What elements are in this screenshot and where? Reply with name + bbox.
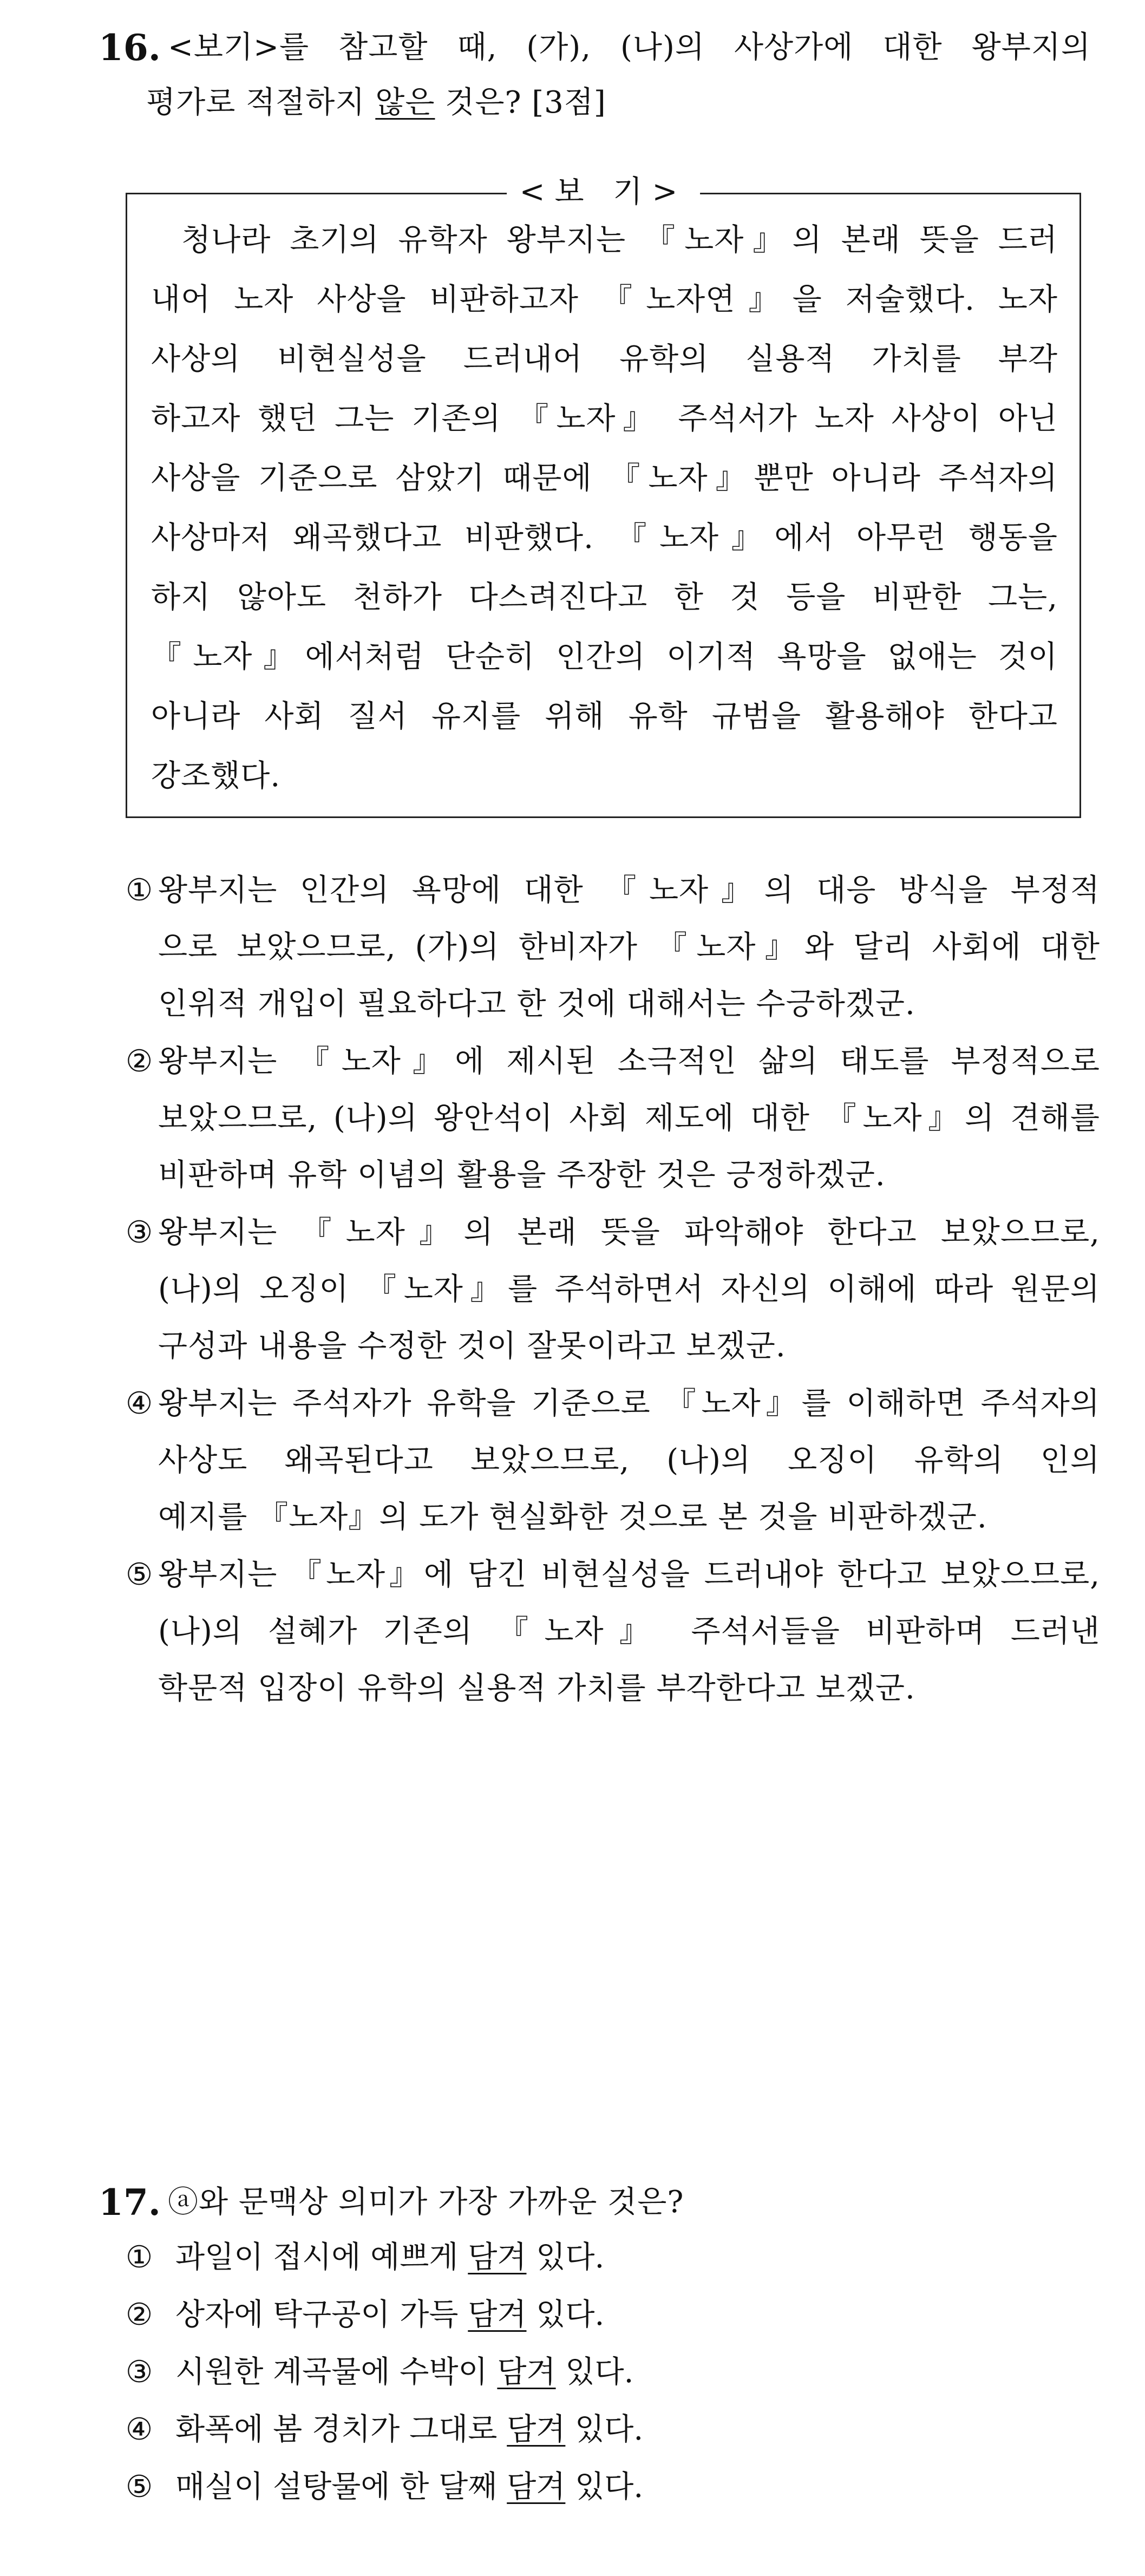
- choice-2[interactable]: ② 상자에 탁구공이 가득 담겨 있다.: [126, 2288, 604, 2342]
- bogi-line: 강조했다.: [151, 759, 281, 794]
- question-stem-line1: <보기>를 참고할 때, (가), (나)의 사상가에 대한 왕부지의: [168, 30, 1091, 65]
- bogi-title: <보 기>: [507, 171, 701, 214]
- choice-4[interactable]: ④ 화폭에 봄 경치가 그대로 담겨 있다.: [126, 2403, 643, 2457]
- choice-mark: ①: [126, 873, 153, 908]
- question-stem-line2: 평가로 적절하지 않은 것은? [3점]: [146, 85, 606, 120]
- choice-mark: ②: [126, 2297, 153, 2332]
- question-stem: ⓐ와 문맥상 의미가 가장 가까운 것은?: [168, 2185, 684, 2220]
- choice-mark: ⑤: [126, 2469, 153, 2505]
- bogi-line: 하지 않아도 천하가 다스려진다고 한 것 등을 비판한 그는,: [151, 580, 1058, 615]
- question-number: 16.: [99, 27, 161, 69]
- choice-1[interactable]: ① 과일이 접시에 예쁘게 담겨 있다.: [126, 2231, 604, 2285]
- bogi-box: [126, 174, 1081, 818]
- bogi-line: 청나라 초기의 유학자 왕부지는 『노자』의 본래 뜻을 드러: [181, 223, 1058, 258]
- bogi-line: 사상의 비현실성을 드러내어 유학의 실용적 가치를 부각: [151, 342, 1058, 377]
- bogi-text: [151, 211, 1058, 806]
- choice-mark: ④: [126, 2412, 153, 2447]
- question-number: 17.: [99, 2181, 161, 2224]
- choice-3[interactable]: ③ 왕부지는 『노자』의 본래 뜻을 파악해야 한다고 보았으므로, (나)의 오징이 『노자』를 주석하면서 자신의 이해에 따라 원문의 구성과 내용을 수정한 것이 잘못이라고 보겠군.: [126, 1204, 1100, 1375]
- choice-mark: ③: [126, 2355, 153, 2390]
- choice-mark: ③: [126, 1215, 153, 1250]
- choice-mark: ①: [126, 2240, 153, 2275]
- choice-mark: ④: [126, 1386, 153, 1421]
- choice-5[interactable]: ⑤ 왕부지는 『노자』에 담긴 비현실성을 드러내야 한다고 보았으므로, (나)의 설혜가 기존의 『노자』 주석서들을 비판하며 드러낸 학문적 입장이 유학의 실용적 가치를 부각한다고 보겠군.: [126, 1546, 1100, 1717]
- bogi-line: 아니라 사회 질서 유지를 위해 유학 규범을 활용해야 한다고: [151, 699, 1058, 734]
- bogi-line: 내어 노자 사상을 비판하고자 『노자연』을 저술했다. 노자: [151, 282, 1058, 317]
- bogi-line: 하고자 했던 그는 기존의 『노자』 주석서가 노자 사상이 아닌: [151, 401, 1058, 436]
- choice-5[interactable]: ⑤ 매실이 설탕물에 한 달째 담겨 있다.: [126, 2460, 643, 2514]
- choice-3[interactable]: ③ 시원한 계곡물에 수박이 담겨 있다.: [126, 2345, 633, 2400]
- emphasis-underline: 않은: [375, 85, 435, 120]
- choice-2[interactable]: ② 왕부지는 『노자』에 제시된 소극적인 삶의 태도를 부정적으로 보았으므로, (나)의 왕안석이 사회 제도에 대한 『노자』의 견해를 비판하며 유학 이념의 활용을 주장한 것은 긍정하겠군.: [126, 1033, 1100, 1204]
- choice-mark: ⑤: [126, 1557, 153, 1592]
- choice-1[interactable]: ① 왕부지는 인간의 욕망에 대한 『노자』의 대응 방식을 부정적 으로 보았으므로, (가)의 한비자가 『노자』와 달리 사회에 대한 인위적 개입이 필요하다고 한 것에 대해서는 수긍하겠군.: [126, 862, 1100, 1032]
- bogi-line: 사상을 기준으로 삼았기 때문에 『노자』뿐만 아니라 주석자의: [151, 461, 1058, 496]
- choice-4[interactable]: ④ 왕부지는 주석자가 유학을 기준으로 『노자』를 이해하면 주석자의 사상도 왜곡된다고 보았으므로, (나)의 오징이 유학의 인의 예지를 『노자』의 도가 현실화한 것으로 본 것을 비판하겠군.: [126, 1375, 1100, 1546]
- bogi-line: 『노자』에서처럼 단순히 인간의 이기적 욕망을 없애는 것이: [151, 639, 1058, 675]
- bogi-line: 사상마저 왜곡했다고 비판했다. 『노자』에서 아무런 행동을: [151, 520, 1058, 555]
- choice-mark: ②: [126, 1044, 153, 1079]
